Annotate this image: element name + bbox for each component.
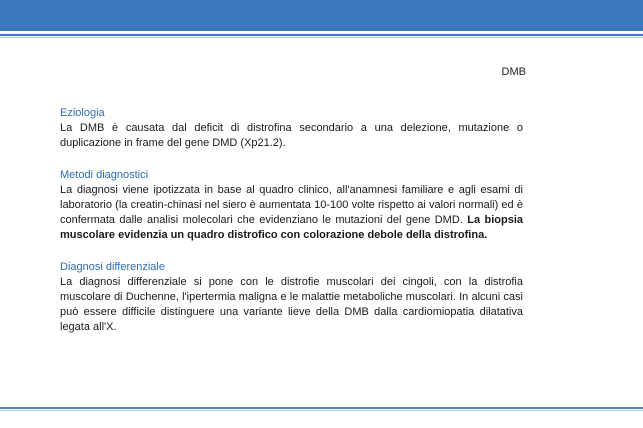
- section-text: La diagnosi viene ipotizzata in base al quadro clinico, all'anamnesi familiare e agli esami di laboratorio (la creatin-chinasi nel siero è aumentata 10-100 volte rispetto ai valori normali) ed è confermata dalle analisi molecolari che evidenziano le mutazioni del gene DMD.: [60, 184, 523, 226]
- section-metodi-diagnostici: [60, 168, 523, 243]
- section-body: [60, 121, 523, 151]
- header-band: [0, 0, 643, 31]
- document-label: DMB: [501, 66, 526, 78]
- section-title: Metodi diagnostici: [60, 169, 149, 181]
- header-rule: [0, 34, 643, 36]
- section-diagnosi-differenziale: [60, 260, 523, 335]
- footer-rule-light: [0, 410, 643, 411]
- section-body: [60, 183, 523, 243]
- section-text-continued: In alcuni casi può essere difficile distinguere una variante lieve della DMB dalla cardiomiopatia dilatativa legata all'X.: [60, 291, 523, 333]
- section-text: La diagnosi differenziale si pone con le distrofie muscolari dei cingoli, con la distrofia muscolare di Duchenne, l'ipertermia maligna e le malattie metaboliche muscolari.: [60, 276, 523, 303]
- document-content: [60, 106, 523, 352]
- section-title: Diagnosi differenziale: [60, 261, 165, 273]
- section-body: [60, 275, 523, 335]
- section-eziologia: [60, 106, 523, 151]
- section-bold-text: La biopsia muscolare evidenzia un quadro distrofico con colorazione debole della distrofina.: [60, 214, 523, 241]
- footer-rule: [0, 407, 643, 409]
- section-text: La DMB è causata dal deficit di distrofina secondario a una delezione, mutazione o duplicazione in frame del gene DMD (Xp21.2).: [60, 122, 523, 149]
- header-rule-light: [0, 37, 643, 38]
- section-title: Eziologia: [60, 107, 105, 119]
